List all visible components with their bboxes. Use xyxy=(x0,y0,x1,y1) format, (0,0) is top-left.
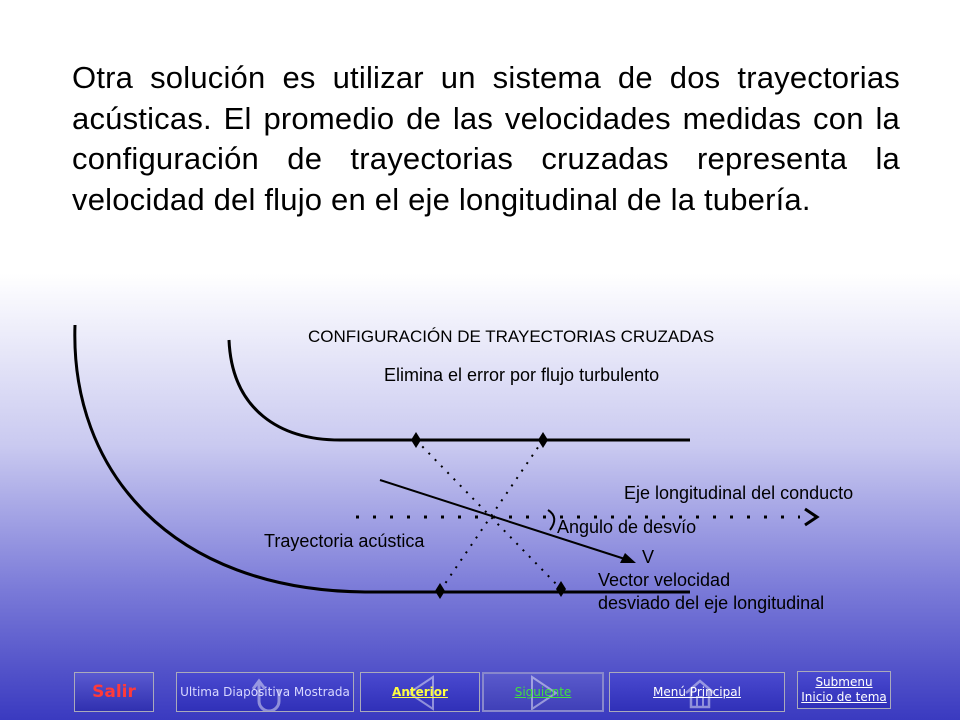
angle-label: Angulo de desvío xyxy=(557,517,697,537)
submenu-label: Submenu xyxy=(815,675,873,689)
vector-label-line2: desviado del eje longitudinal xyxy=(598,593,825,613)
body-paragraph: Otra solución es utilizar un sistema de dos trayectorias acústicas. El promedio de las velocidades medidas con la configuración de trayectorias cruzadas representa la velocidad del flujo en el eje longitudinal de la tubería. xyxy=(72,60,900,217)
topic-start-label: Inicio de tema xyxy=(801,690,887,704)
previous-button[interactable] xyxy=(360,672,480,712)
diagram-subtitle: Elimina el error por flujo turbulento xyxy=(384,365,660,385)
axis-label: Eje longitudinal del conducto xyxy=(624,483,854,503)
v-label: V xyxy=(642,547,655,567)
main-menu-button[interactable] xyxy=(609,672,785,712)
vector-label-line1: Vector velocidad xyxy=(598,570,731,590)
submenu-button[interactable] xyxy=(797,671,891,709)
last-viewed-slide-button[interactable] xyxy=(176,672,354,712)
next-button[interactable] xyxy=(482,672,604,712)
axis-arrowhead xyxy=(805,509,817,525)
main-menu-label: Menú Principal xyxy=(653,685,741,699)
path-label: Trayectoria acústica xyxy=(264,531,425,551)
exit-button[interactable] xyxy=(74,672,154,712)
angle-arc xyxy=(548,510,554,530)
next-button-label: Siguiente xyxy=(514,685,572,699)
exit-button-label: Salir xyxy=(92,682,136,702)
previous-button-label: Anterior xyxy=(392,685,448,699)
pipe-inner-wall xyxy=(229,340,690,440)
last-viewed-slide-label: Ultima Diapositiva Mostrada xyxy=(180,685,350,699)
diagram-title: CONFIGURACIÓN DE TRAYECTORIAS CRUZADAS xyxy=(308,327,715,346)
